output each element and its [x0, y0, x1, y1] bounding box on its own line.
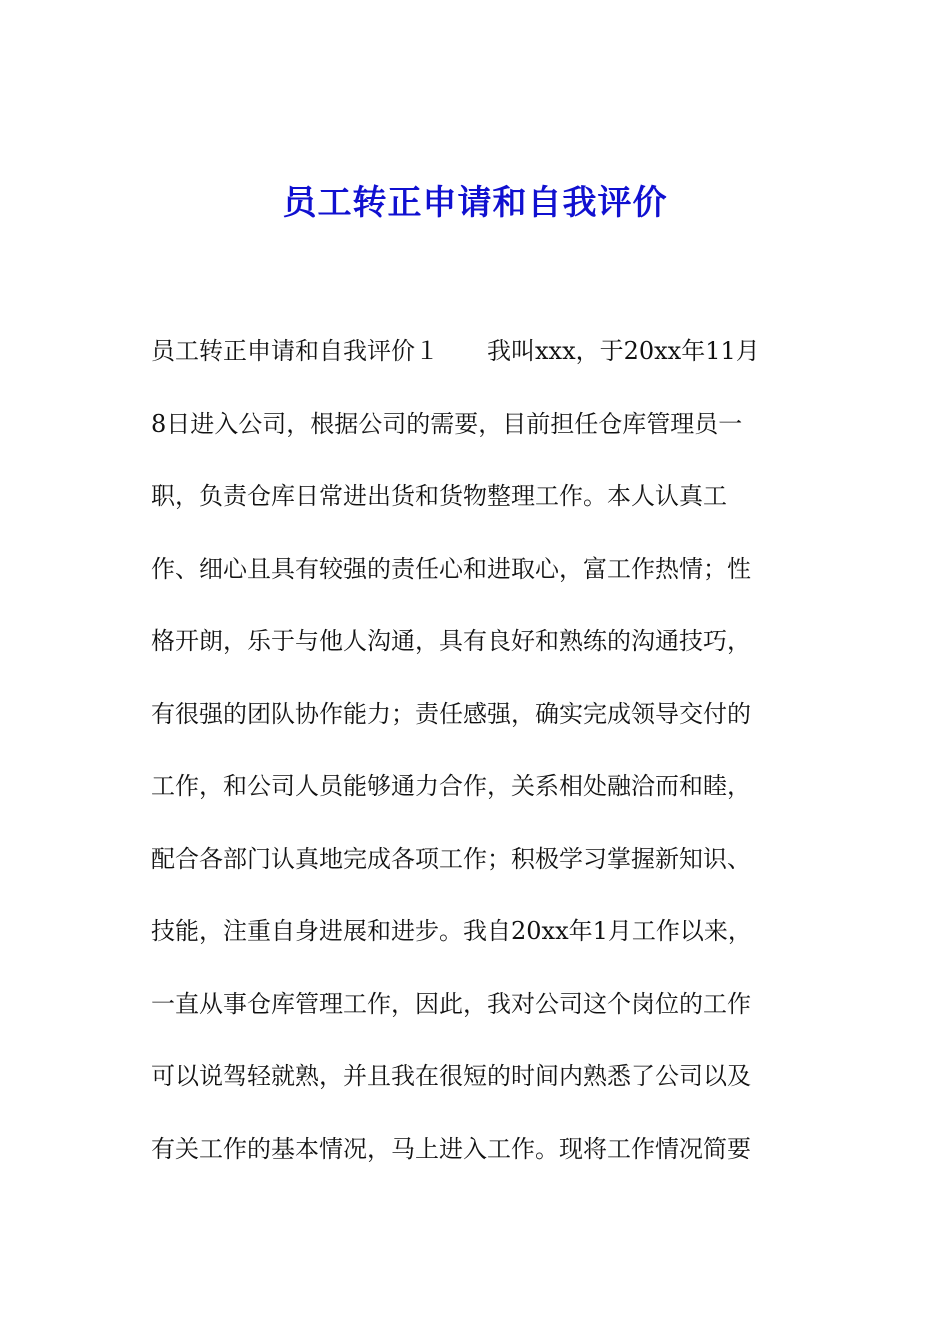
body-line-7: 工作，和公司人员能够通力合作，关系相处融洽而和睦，: [151, 772, 751, 800]
document-body: [151, 326, 801, 1196]
body-line-9: 技能，注重自身进展和进步。我自20xx年1月工作以来，: [151, 917, 752, 945]
body-line-1: 员工转正申请和自我评价１ 我叫xxx，于20xx年11月: [151, 337, 760, 365]
body-line-3: 职，负责仓库日常进出货和货物整理工作。本人认真工: [151, 482, 727, 510]
body-line-11: 可以说驾轻就熟，并且我在很短的时间内熟悉了公司以及: [151, 1062, 751, 1090]
body-line-5: 格开朗，乐于与他人沟通，具有良好和熟练的沟通技巧，: [151, 627, 751, 655]
body-line-4: 作、细心且具有较强的责任心和进取心，富工作热情；性: [151, 554, 751, 583]
body-line-2: 8日进入公司，根据公司的需要，目前担任仓库管理员一: [151, 409, 743, 438]
body-line-8: 配合各部门认真地完成各项工作；积极学习掌握新知识、: [151, 844, 751, 873]
body-line-12: 有关工作的基本情况，马上进入工作。现将工作情况简要: [151, 1134, 751, 1163]
document-title: 员工转正申请和自我评价: [282, 183, 668, 223]
body-line-6: 有很强的团队协作能力；责任感强，确实完成领导交付的: [151, 699, 751, 728]
body-line-10: 一直从事仓库管理工作，因此，我对公司这个岗位的工作: [151, 989, 751, 1018]
